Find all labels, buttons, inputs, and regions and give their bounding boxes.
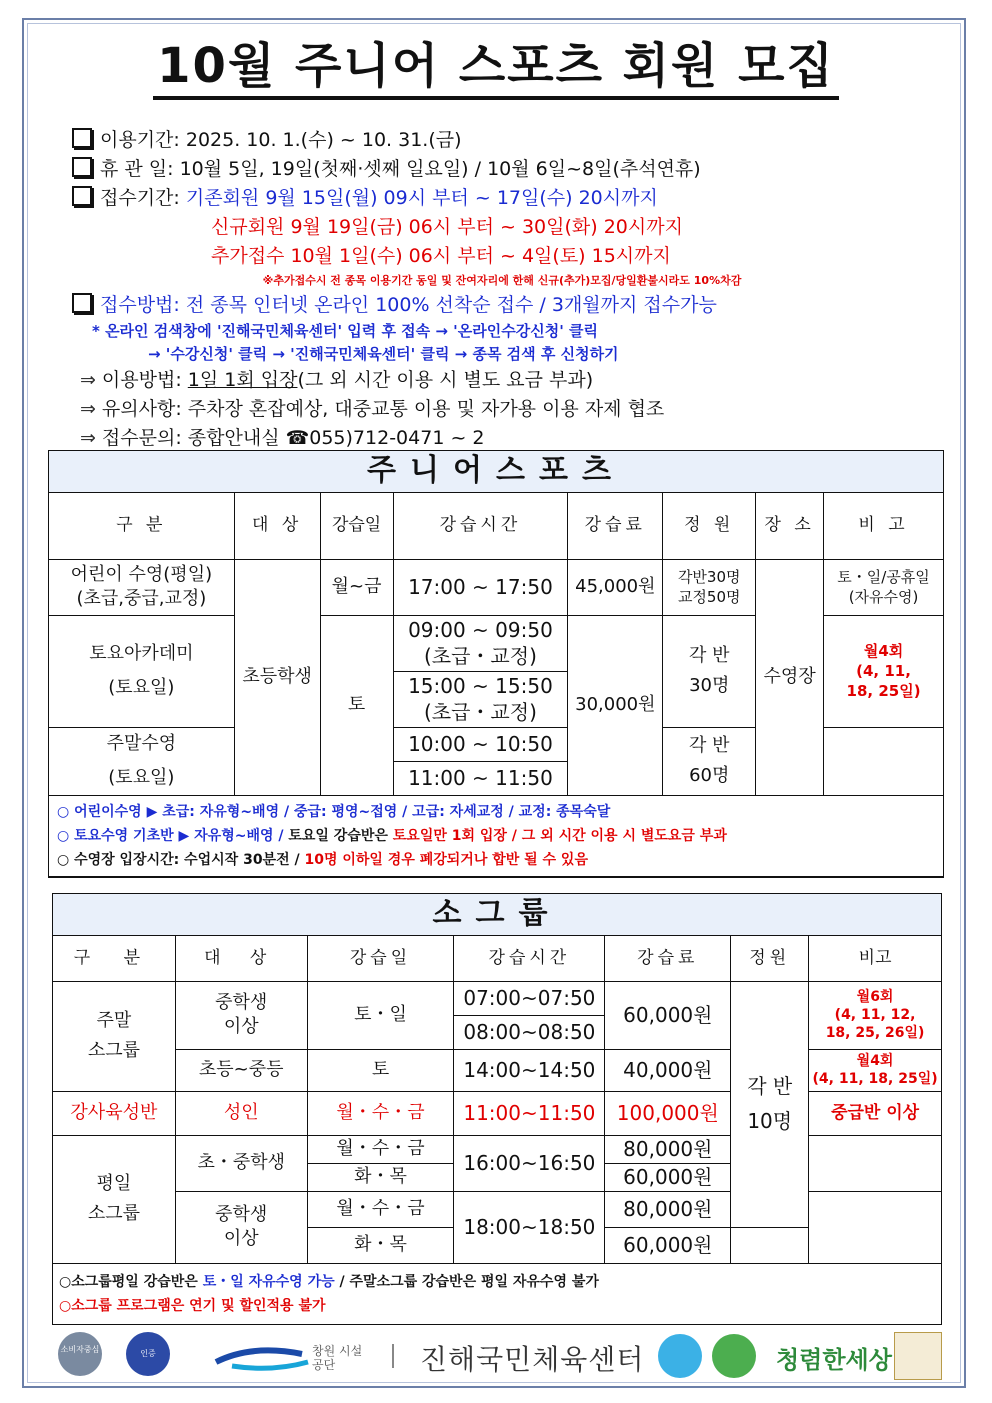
- info-closed: [72, 155, 952, 184]
- small-group-notes: [53, 1263, 942, 1324]
- page-title: 10월 주니어 스포츠 회원 모집: [153, 38, 839, 100]
- weekday-note-2: [809, 1191, 942, 1263]
- weekend-time-1: 10:00 ~ 10:50: [393, 727, 568, 761]
- weekend-time-2: 11:00 ~ 11:50: [393, 761, 568, 795]
- note-part: 토요일 강습반은: [288, 827, 393, 844]
- col-header: 비 고: [824, 492, 944, 559]
- col-header: 강습일: [307, 935, 454, 981]
- weekday-time-2: 18:00~18:50: [454, 1191, 605, 1263]
- line: 주말: [96, 1009, 132, 1031]
- line: 각 반: [688, 734, 730, 756]
- line: (4, 11, 12,: [834, 1007, 916, 1023]
- col-header: 구 분: [49, 492, 235, 559]
- line: 각 반: [747, 1074, 793, 1098]
- note-part: ○ 토요수영 기초반 ▶ 자유형~배영 /: [57, 827, 289, 844]
- kids-note: [824, 559, 944, 615]
- arrow-icon: ⇒: [80, 427, 96, 449]
- line: (초급・교정): [423, 644, 537, 668]
- reg-label: 접수기간:: [100, 187, 186, 209]
- info-usage: [72, 366, 952, 395]
- slogan-logo: 청렴한세상: [776, 1346, 892, 1374]
- weekday-fee-1b: 60,000원: [605, 1163, 731, 1191]
- note-part: 10명 이하일 경우 폐강되거나 합반 될 수 있음: [304, 851, 588, 868]
- reg-extra: 추가접수 10월 1일(수) 06시 부터 ~ 4일(토) 15시까지: [211, 245, 671, 267]
- weekend-note-1: [809, 981, 942, 1049]
- award-badge-logo: [894, 1332, 942, 1380]
- period-text: 이용기간: 2025. 10. 1.(수) ~ 10. 31.(금): [100, 129, 462, 151]
- small-capacity: [731, 981, 809, 1227]
- small-group-title: 소그룹: [53, 894, 942, 936]
- col-header: 강습시간: [393, 492, 568, 559]
- weekend-fee-2: 40,000원: [605, 1049, 731, 1091]
- weekend-note: [824, 727, 944, 795]
- line: 월4회: [856, 1053, 894, 1069]
- line: 18, 25일): [846, 682, 921, 701]
- sat-academy-name: [49, 615, 235, 727]
- place-pool: 수영장: [756, 559, 824, 795]
- col-header: 강습료: [605, 935, 731, 981]
- col-header: 대 상: [175, 935, 307, 981]
- mascot-logo-1: [658, 1334, 702, 1378]
- target-elementary: 초등학생: [234, 559, 320, 795]
- method-sub2: → '수강신청' 클릭 → '진해국민체육센터' 클릭 → 종목 검색 후 신청하기: [148, 345, 619, 363]
- line: (4, 11,: [856, 661, 911, 680]
- weekday-note-1: [809, 1135, 942, 1191]
- kids-capacity: [663, 559, 756, 615]
- mascot-logo-2: [712, 1334, 756, 1378]
- instructor-fee: 100,000원: [605, 1091, 731, 1135]
- usage-label: 이용방법:: [101, 369, 188, 391]
- line: 중학생: [215, 991, 268, 1013]
- kids-fee: 45,000원: [568, 559, 663, 615]
- weekend-target-2: 초등~중등: [175, 1049, 307, 1091]
- col-header: 대 상: [234, 492, 320, 559]
- instructor-class-name: 강사육성반: [53, 1091, 176, 1135]
- col-header: 강습료: [568, 492, 663, 559]
- note-line: ○소그룹 프로그램은 연기 및 할인적용 불가: [59, 1297, 326, 1314]
- line: 각 반: [688, 644, 730, 666]
- line: 15:00 ~ 15:50: [408, 674, 553, 698]
- weekday-fee-2b: 60,000원: [605, 1227, 731, 1263]
- line: (4, 11, 18, 25일): [812, 1071, 938, 1087]
- line: 60명: [689, 765, 730, 786]
- note-line: ○ 어린이수영 ▶ 초급: 자유형~배영 / 중급: 평영~접영 / 고급: 자세교정 / 교정: 종목숙달: [57, 803, 611, 820]
- weekend-time-2: 14:00~14:50: [454, 1049, 605, 1091]
- consumer-badge-logo: [58, 1332, 102, 1376]
- weekend-capacity: [663, 727, 756, 795]
- usage-underlined: 1일 1회 입장: [187, 369, 298, 391]
- info-reg-extra: [72, 242, 952, 271]
- reg-new: 신규회원 9월 19일(금) 06시 부터 ~ 30일(화) 20시까지: [211, 216, 683, 238]
- line: 30명: [689, 675, 730, 696]
- line: 토・일/공휴일: [837, 567, 930, 586]
- caution-text: 유의사항: 주차장 혼잡예상, 대중교통 이용 및 자가용 이용 자제 협조: [101, 398, 665, 420]
- col-header: 정 원: [663, 492, 756, 559]
- line: 09:00 ~ 09:50: [408, 618, 553, 642]
- line: 평일: [96, 1172, 132, 1194]
- weekend-day-1: 토・일: [307, 981, 454, 1049]
- info-reg-new: [72, 213, 952, 242]
- info-caution: [72, 395, 952, 424]
- org-name: 진해국민체육센터: [420, 1343, 645, 1376]
- checkbox-icon: [72, 128, 92, 148]
- checkbox-icon: [72, 293, 92, 313]
- col-header: 장 소: [756, 492, 824, 559]
- arrow-icon: ⇒: [80, 398, 96, 420]
- weekend-day-2: 토: [307, 1049, 454, 1091]
- line: 소그룹: [87, 1203, 140, 1224]
- line: 이상: [223, 1228, 259, 1249]
- certification-badge-logo: [126, 1332, 170, 1376]
- info-registration: [72, 184, 952, 213]
- info-section: [72, 126, 952, 453]
- col-header: 강습시간: [454, 935, 605, 981]
- weekend-fee-1: 60,000원: [605, 981, 731, 1049]
- info-period: [72, 126, 952, 155]
- note-line: [57, 824, 935, 848]
- line: 중학생: [215, 1203, 268, 1225]
- method-sub1: * 온라인 검색창에 '진해국민체육센터' 입력 후 접속 → '온라인수강신청' 클릭: [92, 322, 598, 340]
- weekend-target-1: [175, 981, 307, 1049]
- instructor-note: 중급반 이상: [809, 1091, 942, 1135]
- closed-text: 휴 관 일: 10월 5일, 19일(첫째·셋째 일요일) / 10월 6일~8일(추석연휴): [100, 158, 701, 180]
- reg-note: ※추가접수시 전 종목 이용기간 동일 및 잔여자리에 한해 신규(추가)모집/당일환불시라도 10%차감: [262, 274, 742, 287]
- note-part: ○소그룹평일 강습반은: [59, 1273, 203, 1290]
- checkbox-icon: [72, 157, 92, 177]
- sat-capacity: [663, 615, 756, 727]
- badge-text: 소비자중심: [60, 1345, 100, 1354]
- line: 18, 25, 26일): [825, 1025, 925, 1041]
- line: 월4회: [863, 641, 904, 660]
- col-header: 강습일: [320, 492, 393, 559]
- sat-time-2: [393, 671, 568, 727]
- line: 각반30명: [677, 567, 741, 586]
- weekday-target-1: 초・중학생: [175, 1135, 307, 1191]
- instructor-time: 11:00~11:50: [454, 1091, 605, 1135]
- weekend-group-name: [53, 981, 176, 1091]
- note-part: ○ 수영장 입장시간: 수업시작 30분전 /: [57, 851, 305, 868]
- contact-text: 접수문의: 종합안내실 ☎055)712-0471 ~ 2: [101, 427, 485, 449]
- badge-text: 인증: [140, 1349, 156, 1358]
- corp-name: 창원 시설공단: [312, 1344, 363, 1372]
- line: 토요아카데미: [89, 642, 194, 664]
- line: 10명: [747, 1109, 793, 1133]
- kids-time: 17:00 ~ 17:50: [393, 559, 568, 615]
- note-part: 토요일만 1회 입장 / 그 외 시간 이용 시 별도요금 부과: [392, 827, 727, 844]
- weekend-time-1b: 08:00~08:50: [454, 1015, 605, 1049]
- col-header: 정원: [731, 935, 809, 981]
- weekday-day-2b: 화・목: [307, 1227, 454, 1263]
- weekday-fee-2a: 80,000원: [605, 1191, 731, 1227]
- line: (초급・교정): [423, 700, 537, 724]
- instructor-day: 월・수・금: [307, 1091, 454, 1135]
- kids-day: 월~금: [320, 559, 393, 615]
- info-method: [72, 291, 952, 320]
- reg-existing: 기존회원 9월 15일(월) 09시 부터 ~ 17일(수) 20시까지: [185, 187, 658, 209]
- line: (토요일): [108, 677, 175, 698]
- line: 주말수영: [106, 732, 177, 754]
- note-line: [57, 848, 935, 872]
- line: (자유수영): [848, 588, 919, 606]
- kids-swim-name: [49, 559, 235, 615]
- junior-notes: [49, 795, 944, 877]
- weekend-time-1a: 07:00~07:50: [454, 981, 605, 1015]
- weekend-swim-name: [49, 727, 235, 795]
- col-header: 비고: [809, 935, 942, 981]
- line: (초급,중급,교정): [76, 588, 207, 609]
- weekend-note-2: [809, 1049, 942, 1091]
- line: 이상: [223, 1016, 259, 1037]
- instructor-target: 성인: [175, 1091, 307, 1135]
- col-header: 구 분: [53, 935, 176, 981]
- weekday-target-2: [175, 1191, 307, 1263]
- sat-time-1: [393, 615, 568, 671]
- weekday-fee-1a: 80,000원: [605, 1135, 731, 1163]
- line: (토요일): [108, 767, 175, 788]
- checkbox-icon: [72, 186, 92, 206]
- line: 소그룹: [87, 1040, 140, 1061]
- weekday-time-1: 16:00~16:50: [454, 1135, 605, 1191]
- sat-note: [824, 615, 944, 727]
- arrow-icon: ⇒: [80, 369, 96, 391]
- method-text: 접수방법: 전 종목 인터넷 온라인 100% 선착순 접수 / 3개월까지 접수가능: [100, 294, 717, 316]
- divider: [392, 1344, 394, 1368]
- usage-rest: (그 외 시간 이용 시 별도 요금 부과): [297, 369, 594, 391]
- line: 교정50명: [677, 588, 741, 606]
- note-part: 토・일 자유수영 가능: [202, 1273, 335, 1290]
- line: 월6회: [856, 989, 894, 1005]
- info-contact: [72, 424, 952, 453]
- sat-day: 토: [320, 615, 393, 795]
- weekday-day-2a: 월・수・금: [307, 1191, 454, 1227]
- small-group-table: [52, 893, 942, 1325]
- note-part: / 주말소그룹 강습반은 평일 자유수영 불가: [334, 1273, 599, 1290]
- footer-logos: [40, 1330, 952, 1380]
- weekday-day-1b: 화・목: [307, 1163, 454, 1191]
- junior-title: 주니어스포츠: [49, 451, 944, 493]
- line: 어린이 수영(평일): [70, 563, 213, 585]
- sat-fee: 30,000원: [568, 615, 663, 795]
- weekday-group-name: [53, 1135, 176, 1263]
- weekday-day-1a: 월・수・금: [307, 1135, 454, 1163]
- page-title-wrap: [0, 36, 992, 96]
- junior-sports-table: [48, 450, 944, 878]
- note-line: [59, 1270, 935, 1294]
